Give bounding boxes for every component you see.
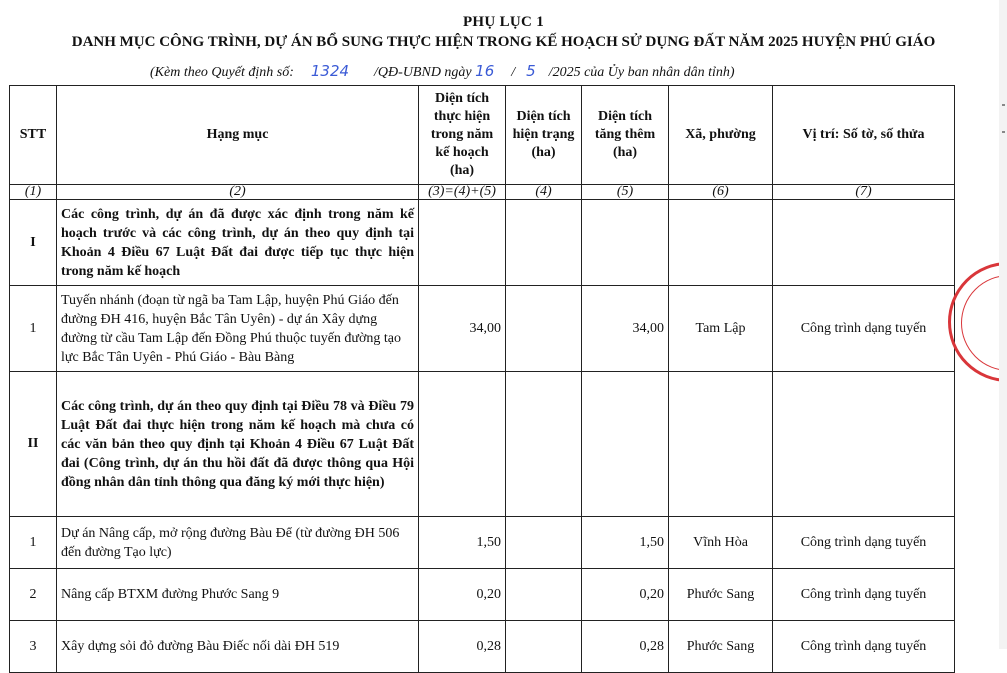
table-row	[10, 517, 955, 569]
row-vi-tri: Công trình dạng tuyến	[773, 517, 955, 569]
header-dt-thuc-hien: Diện tích thực hiện trong năm kế hoạch (ha)	[419, 86, 506, 185]
decision-reference	[150, 62, 735, 81]
row-xa: Vĩnh Hòa	[669, 517, 773, 569]
row-stt: 1	[10, 517, 57, 569]
header-dt-hien-trang: Diện tích hiện trạng (ha)	[506, 86, 582, 185]
row-xa: Phước Sang	[669, 621, 773, 673]
row-dt-thuc-hien: 0,28	[419, 621, 506, 673]
section-stt: II	[10, 372, 57, 517]
row-dt-thuc-hien: 0,20	[419, 569, 506, 621]
row-dt-hien-trang	[506, 569, 582, 621]
colnum-3: (3)=(4)+(5)	[419, 185, 506, 200]
project-table	[9, 85, 955, 673]
row-dt-tang-them: 0,20	[582, 569, 669, 621]
row-stt: 2	[10, 569, 57, 621]
header-vi-tri: Vị trí: Số tờ, số thửa	[773, 86, 955, 185]
row-vi-tri: Công trình dạng tuyến	[773, 569, 955, 621]
colnum-6: (6)	[669, 185, 773, 200]
subtitle-part2: /QĐ-UBND ngày	[374, 65, 472, 80]
section-title: Các công trình, dự án đã được xác định trong năm kế hoạch trước và các công trình, dự án theo quy định tại Khoản 4 Điều 67 Luật Đất đai được tiếp tục thực hiện trong năm kế hoạch	[57, 200, 419, 286]
scroll-mark	[1002, 131, 1005, 133]
section-stt: I	[10, 200, 57, 286]
row-dt-hien-trang	[506, 517, 582, 569]
scroll-mark	[1002, 104, 1005, 106]
row-dt-thuc-hien: 1,50	[419, 517, 506, 569]
vertical-scrollbar[interactable]	[999, 0, 1007, 649]
table-header-row	[10, 86, 955, 185]
colnum-5: (5)	[582, 185, 669, 200]
row-xa: Phước Sang	[669, 569, 773, 621]
table-row	[10, 569, 955, 621]
row-dt-tang-them: 0,28	[582, 621, 669, 673]
column-number-row	[10, 185, 955, 200]
row-vi-tri: Công trình dạng tuyến	[773, 621, 955, 673]
table-row	[10, 621, 955, 673]
row-dt-hien-trang	[506, 621, 582, 673]
row-dt-tang-them: 34,00	[582, 286, 669, 372]
header-dt-tang-them: Diện tích tăng thêm (ha)	[582, 86, 669, 185]
table-row	[10, 286, 955, 372]
section-row	[10, 200, 955, 286]
header-xa-phuong: Xã, phường	[669, 86, 773, 185]
section-title: Các công trình, dự án theo quy định tại Điều 78 và Điều 79 Luật Đất đai thực hiện trong năm kế hoạch mà chưa có các văn bản theo quy định tại Khoản 4 Điều 67 Luật Đất đai (Công trình, dự án thu hồi đất đã được thông qua Hội đồng nhân dân tỉnh thông qua đăng ký mới thực hiện)	[57, 372, 419, 517]
header-stt: STT	[10, 86, 57, 185]
row-name: Xây dựng sỏi đỏ đường Bàu Điếc nối dài ĐH 519	[57, 621, 419, 673]
colnum-2: (2)	[57, 185, 419, 200]
row-stt: 3	[10, 621, 57, 673]
colnum-1: (1)	[10, 185, 57, 200]
date-slash: /	[511, 65, 516, 80]
row-dt-tang-them: 1,50	[582, 517, 669, 569]
document-title: DANH MỤC CÔNG TRÌNH, DỰ ÁN BỔ SUNG THỰC HIỆN TRONG KẾ HOẠCH SỬ DỤNG ĐẤT NĂM 2025 HUYỆN PHÚ GIÁO	[71, 34, 936, 50]
subtitle-part1: (Kèm theo Quyết định số:	[150, 65, 294, 80]
row-vi-tri: Công trình dạng tuyến	[773, 286, 955, 372]
row-dt-hien-trang	[506, 286, 582, 372]
subtitle-part3: /2025 của Ủy ban nhân dân tỉnh)	[548, 65, 735, 80]
row-name: Dự án Nâng cấp, mở rộng đường Bàu Để (từ đường ĐH 506 đến đường Tạo lực)	[57, 517, 419, 569]
decision-month: 5	[526, 62, 536, 80]
section-row	[10, 372, 955, 517]
colnum-4: (4)	[506, 185, 582, 200]
row-xa: Tam Lập	[669, 286, 773, 372]
colnum-7: (7)	[773, 185, 955, 200]
decision-number: 1324	[310, 62, 350, 80]
row-name: Tuyến nhánh (đoạn từ ngã ba Tam Lập, huyện Phú Giáo đến đường ĐH 416, huyện Bắc Tân Uyên) - dự án Xây dựng đường từ cầu Tam Lập đến Đồng Phú thuộc tuyến đường tạo lực Bắc Tân Uyên - Phú Giáo - Bàu Bàng	[57, 286, 419, 372]
row-dt-thuc-hien: 34,00	[419, 286, 506, 372]
row-name: Nâng cấp BTXM đường Phước Sang 9	[57, 569, 419, 621]
decision-day: 16	[475, 62, 495, 80]
row-stt: 1	[10, 286, 57, 372]
header-hang-muc: Hạng mục	[57, 86, 419, 185]
appendix-title: PHỤ LỤC 1	[462, 14, 545, 30]
